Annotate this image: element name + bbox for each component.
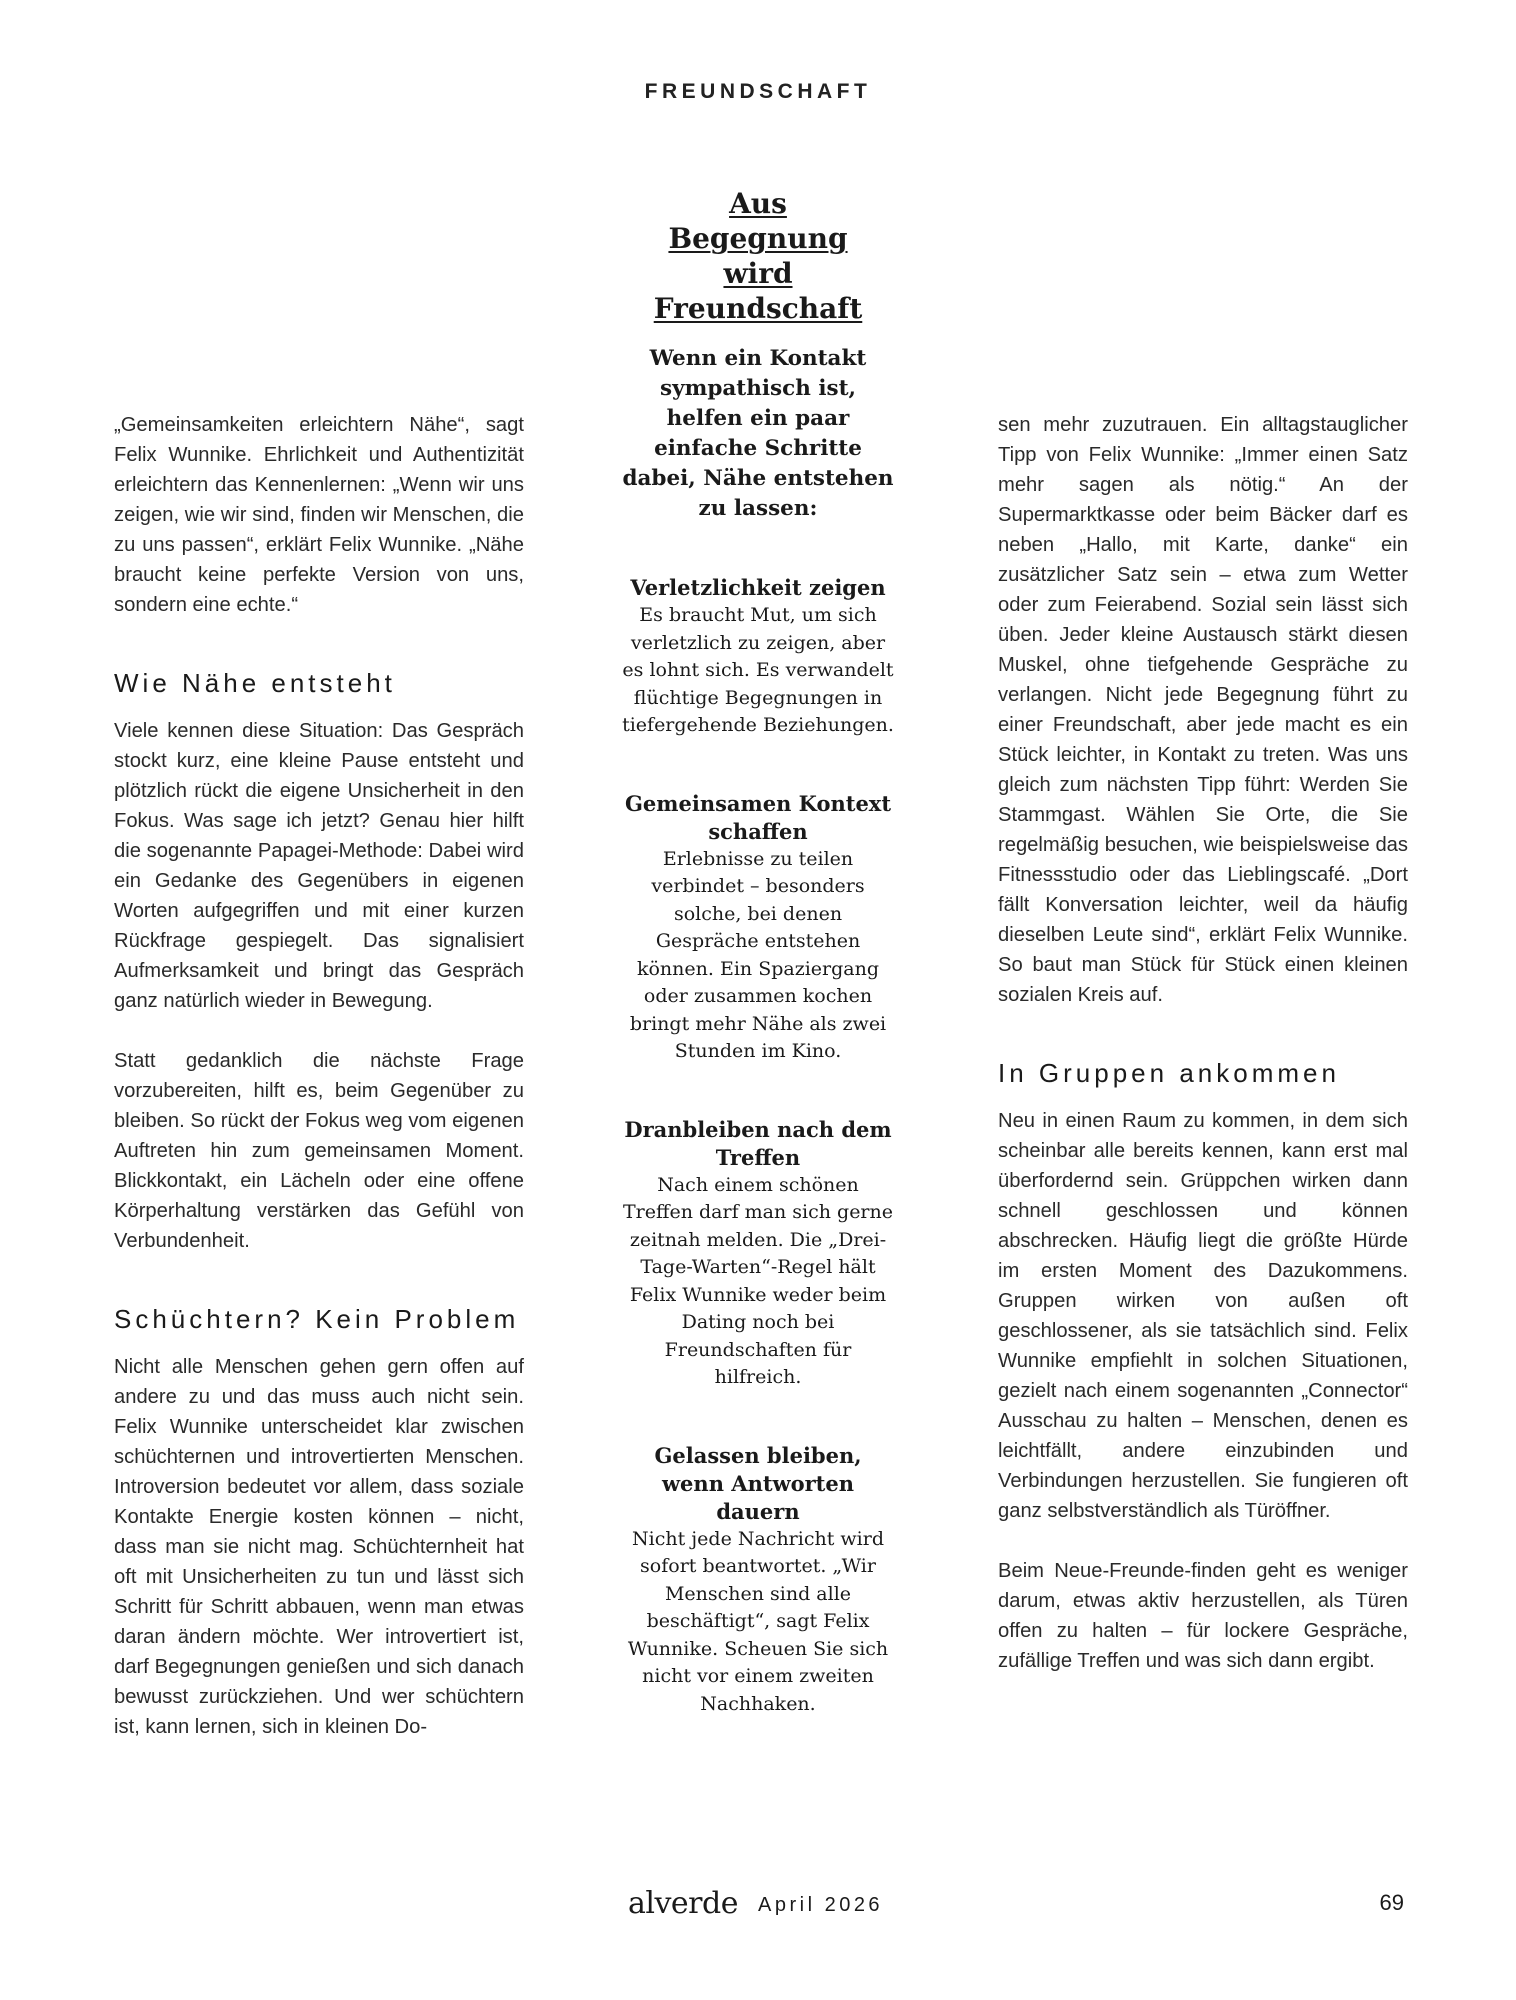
page-number: 69 (1379, 1890, 1404, 1915)
section-kicker: FREUNDSCHAFT (644, 80, 872, 103)
tip-item (620, 1116, 896, 1392)
right-column (998, 410, 1408, 1676)
paragraph: „Gemeinsamkeiten erleichtern Nähe“, sagt Felix Wunnike. Ehrlichkeit und Authentizität erleichtern das Kennenlernen: „Wenn wir uns zeigen, wie wir sind, finden wir Menschen, die zu uns passen“, erklärt Felix Wunnike. „Nähe braucht keine perfekte Version von uns, sondern eine echte.“ (114, 414, 524, 616)
tips-intro: Wenn ein Kontakt sympathisch ist, helfen ein paar einfache Schritte dabei, Nähe entstehen zu lassen: (622, 346, 894, 521)
paragraph: Beim Neue-Freunde-finden geht es weniger darum, etwas aktiv herzustellen, als Türen offen zu halten – für lockere Gespräche, zufällige Treffen und was sich dann ergibt. (998, 1560, 1408, 1672)
section-heading: Schüchtern? Kein Problem (114, 1304, 520, 1334)
section-heading: Wie Nähe entsteht (114, 668, 396, 698)
paragraph: sen mehr zuzutrauen. Ein alltagstauglicher Tipp von Felix Wunnike: „Immer einen Satz mehr sagen als nötig.“ An der Supermarktkasse oder beim Bäcker darf es neben „Hallo, mit Karte, danke“ ein zusätzlicher Satz sein – etwa zum Wetter oder zum Feierabend. Sozial sein lässt sich üben. Jeder kleine Austausch stärkt diesen Muskel, ohne tiefgehende Gespräche zu verlangen. Nicht jede Begegnung führt zu einer Freundschaft, aber jede macht es ein Stück leichter, in Kontakt zu treten. Was uns gleich zum nächsten Tipp führt: Werden Sie Stammgast. Wählen Sie Orte, die Sie regelmäßig besuchen, wie beispielsweise das Fitnessstudio oder das Lieblingscafé. „Dort fällt Konversation leichter, weil da häufig dieselben Leute sind“, erklärt Felix Wunnike. So baut man Stück für Stück einen kleinen sozialen Kreis auf. (998, 414, 1408, 1006)
paragraph: Statt gedanklich die nächste Frage vorzubereiten, hilft es, beim Gegenüber zu bleiben. So rückt der Fokus weg vom eigenen Auftreten hin zum gemeinsamen Moment. Blickkontakt, ein Lächeln oder eine offene Körperhaltung verstärken das Gefühl von Verbundenheit. (114, 1050, 524, 1252)
left-column (114, 410, 524, 1742)
paragraph: Viele kennen diese Situation: Das Gespräch stockt kurz, eine kleine Pause entsteht und plötzlich rückt die eigene Unsicherheit in den Fokus. Was sage ich jetzt? Genau hier hilft die sogenannte Papagei-Methode: Dabei wird ein Gedanke des Gegenübers in eigenen Worten aufgegriffen und mit einer kurzen Rückfrage gespiegelt. Das signalisiert Aufmerksamkeit und bringt das Gespräch ganz natürlich wieder in Bewegung. (114, 720, 524, 1012)
tip-title: Verletzlichkeit zeigen (630, 575, 886, 600)
tip-title: Gelassen bleiben, wenn Antworten dauern (654, 1442, 862, 1524)
paragraph: Nicht alle Menschen gehen gern offen auf andere zu und das muss auch nicht sein. Felix Wunnike unterscheidet klar zwischen schüchternen und introvertierten Menschen. Introversion bedeutet vor allem, dass soziale Kontakte Energie kosten können – nicht, dass man sie nicht mag. Schüchternheit hat oft mit Unsicherheiten zu tun und lässt sich Schritt für Schritt abbauen, wenn man etwas daran ändern möchte. Wer introvertiert ist, darf Begegnungen genießen und sich danach bewusst zurückziehen. Und wer schüchtern ist, kann lernen, sich in kleinen Do- (114, 1356, 524, 1738)
tip-text: Nach einem schönen Treffen darf man sich gerne zeitnah melden. Die „Drei-Tage-Warten“-Regel hält Felix Wunnike weder beim Dating noch bei Freundschaften für hilfreich. (623, 1173, 893, 1388)
issue-date: April 2026 (758, 1894, 884, 1916)
tip-text: Erlebnisse zu teilen verbindet – besonders solche, bei denen Gespräche entstehen können. Ein Spaziergang oder zusammen kochen bringt mehr Nähe als zwei Stunden im Kino. (629, 847, 887, 1062)
tips-title: Aus Begegnung wird Freundschaft (653, 187, 863, 325)
section-heading: In Gruppen ankommen (998, 1058, 1340, 1088)
tip-title: Dranbleiben nach dem Treffen (624, 1116, 892, 1170)
tip-item (620, 790, 896, 1066)
tip-item (620, 574, 896, 740)
tip-title: Gemeinsamen Kontext schaffen (624, 790, 892, 844)
paragraph: Neu in einen Raum zu kommen, in dem sich scheinbar alle bereits kennen, kann erst mal überfordernd sein. Grüppchen wirken dann schnell geschlossen und können abschrecken. Häufig liegt die größte Hürde im ersten Moment des Dazukommens. Gruppen wirken von außen oft geschlossener, als sie tatsächlich sind. Felix Wunnike empfiehlt in solchen Situationen, gezielt nach einem sogenannten „Connector“ Ausschau zu halten – Menschen, denen es leichtfällt, andere einzubinden und Verbindungen herzustellen. Sie fungieren oft ganz selbstverständlich als Türöffner. (998, 1110, 1408, 1522)
tip-item (620, 1442, 896, 1719)
tip-text: Nicht jede Nachricht wird sofort beantwortet. „Wir Menschen sind alle beschäftigt“, sagt Felix Wunnike. Scheuen Sie sich nicht vor einem zweiten Nachhaken. (627, 1527, 889, 1715)
magazine-logo: alverde (628, 1886, 738, 1921)
tips-column (620, 186, 896, 1718)
tip-text: Es braucht Mut, um sich verletzlich zu zeigen, aber es lohnt sich. Es verwandelt flüchtige Begegnungen in tiefergehende Beziehungen. (622, 604, 894, 736)
